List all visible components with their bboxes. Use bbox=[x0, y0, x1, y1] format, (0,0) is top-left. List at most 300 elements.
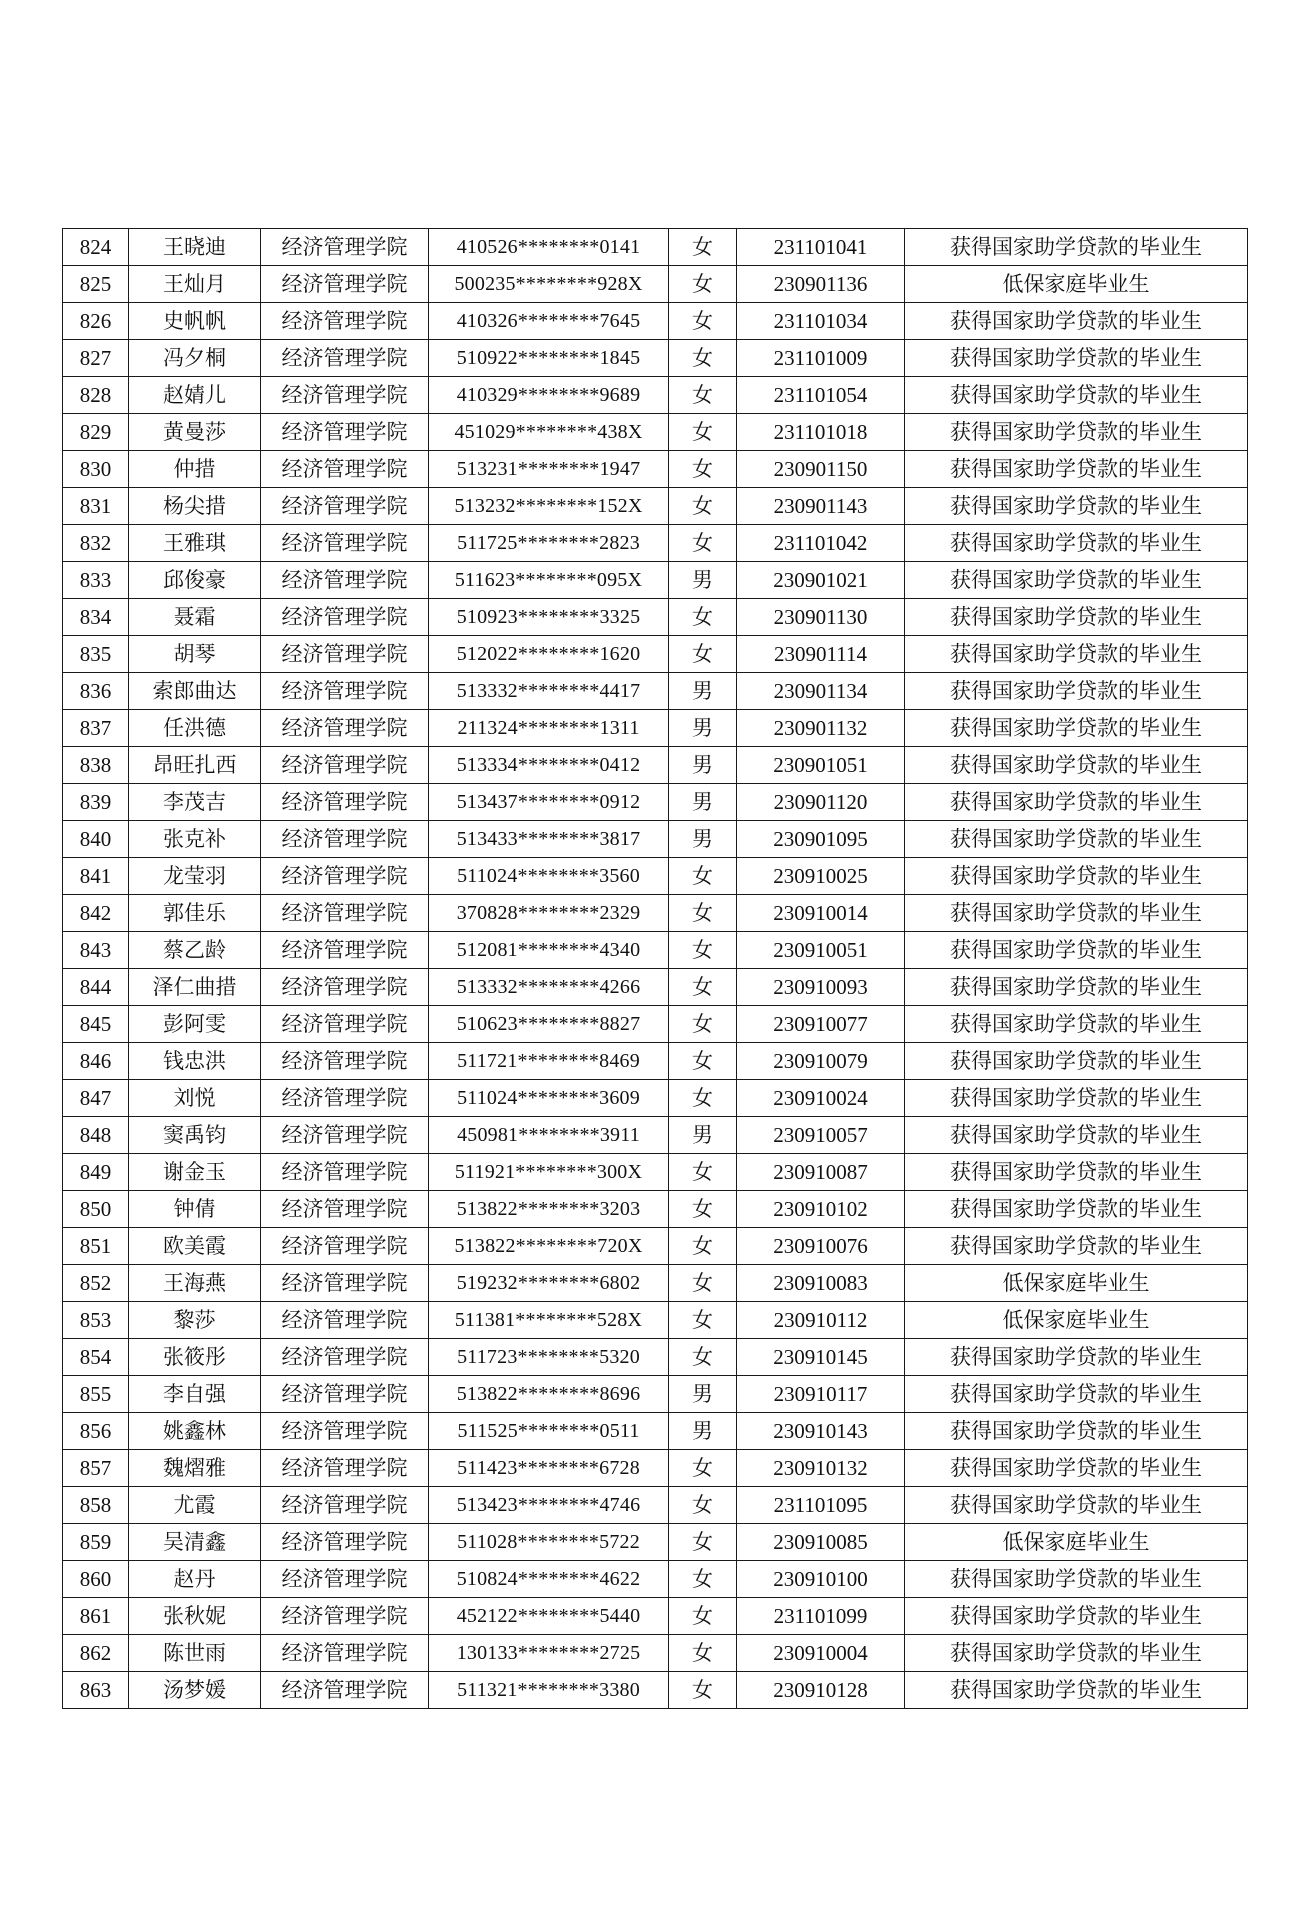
id-number-cell: 370828********2329 bbox=[429, 895, 669, 932]
college-cell: 经济管理学院 bbox=[261, 451, 429, 488]
college-cell: 经济管理学院 bbox=[261, 1524, 429, 1561]
category-cell: 获得国家助学贷款的毕业生 bbox=[905, 673, 1248, 710]
student-id-cell: 231101041 bbox=[737, 229, 905, 266]
name-cell: 聂霜 bbox=[129, 599, 261, 636]
table-row bbox=[63, 340, 1248, 377]
category-cell: 获得国家助学贷款的毕业生 bbox=[905, 229, 1248, 266]
student-id-cell: 230901134 bbox=[737, 673, 905, 710]
category-cell: 获得国家助学贷款的毕业生 bbox=[905, 1413, 1248, 1450]
student-id-cell: 231101034 bbox=[737, 303, 905, 340]
row-number-cell: 829 bbox=[63, 414, 129, 451]
student-id-cell: 230901120 bbox=[737, 784, 905, 821]
college-cell: 经济管理学院 bbox=[261, 1006, 429, 1043]
row-number-cell: 828 bbox=[63, 377, 129, 414]
gender-cell: 女 bbox=[669, 1487, 737, 1524]
college-cell: 经济管理学院 bbox=[261, 784, 429, 821]
table-row bbox=[63, 1043, 1248, 1080]
name-cell: 任洪德 bbox=[129, 710, 261, 747]
table-row bbox=[63, 414, 1248, 451]
gender-cell: 男 bbox=[669, 1117, 737, 1154]
gender-cell: 女 bbox=[669, 414, 737, 451]
student-id-cell: 230910025 bbox=[737, 858, 905, 895]
id-number-cell: 452122********5440 bbox=[429, 1598, 669, 1635]
college-cell: 经济管理学院 bbox=[261, 969, 429, 1006]
category-cell: 低保家庭毕业生 bbox=[905, 1524, 1248, 1561]
name-cell: 王晓迪 bbox=[129, 229, 261, 266]
row-number-cell: 847 bbox=[63, 1080, 129, 1117]
student-id-cell: 230901132 bbox=[737, 710, 905, 747]
gender-cell: 女 bbox=[669, 1043, 737, 1080]
college-cell: 经济管理学院 bbox=[261, 1228, 429, 1265]
row-number-cell: 844 bbox=[63, 969, 129, 1006]
category-cell: 获得国家助学贷款的毕业生 bbox=[905, 747, 1248, 784]
gender-cell: 女 bbox=[669, 858, 737, 895]
name-cell: 张秋妮 bbox=[129, 1598, 261, 1635]
row-number-cell: 835 bbox=[63, 636, 129, 673]
category-cell: 获得国家助学贷款的毕业生 bbox=[905, 340, 1248, 377]
category-cell: 获得国家助学贷款的毕业生 bbox=[905, 414, 1248, 451]
name-cell: 龙莹羽 bbox=[129, 858, 261, 895]
row-number-cell: 840 bbox=[63, 821, 129, 858]
college-cell: 经济管理学院 bbox=[261, 1598, 429, 1635]
gender-cell: 女 bbox=[669, 1339, 737, 1376]
row-number-cell: 841 bbox=[63, 858, 129, 895]
student-id-cell: 230901150 bbox=[737, 451, 905, 488]
name-cell: 郭佳乐 bbox=[129, 895, 261, 932]
student-id-cell: 230910024 bbox=[737, 1080, 905, 1117]
row-number-cell: 832 bbox=[63, 525, 129, 562]
student-id-cell: 230910051 bbox=[737, 932, 905, 969]
table-row bbox=[63, 1598, 1248, 1635]
gender-cell: 男 bbox=[669, 1413, 737, 1450]
gender-cell: 女 bbox=[669, 636, 737, 673]
name-cell: 彭阿雯 bbox=[129, 1006, 261, 1043]
gender-cell: 女 bbox=[669, 1228, 737, 1265]
gender-cell: 女 bbox=[669, 1524, 737, 1561]
student-id-cell: 230910093 bbox=[737, 969, 905, 1006]
name-cell: 王雅琪 bbox=[129, 525, 261, 562]
gender-cell: 女 bbox=[669, 1635, 737, 1672]
id-number-cell: 512081********4340 bbox=[429, 932, 669, 969]
college-cell: 经济管理学院 bbox=[261, 1672, 429, 1709]
college-cell: 经济管理学院 bbox=[261, 636, 429, 673]
college-cell: 经济管理学院 bbox=[261, 673, 429, 710]
gender-cell: 女 bbox=[669, 1302, 737, 1339]
row-number-cell: 836 bbox=[63, 673, 129, 710]
category-cell: 获得国家助学贷款的毕业生 bbox=[905, 1561, 1248, 1598]
table-row bbox=[63, 1228, 1248, 1265]
id-number-cell: 130133********2725 bbox=[429, 1635, 669, 1672]
table-row bbox=[63, 821, 1248, 858]
category-cell: 获得国家助学贷款的毕业生 bbox=[905, 932, 1248, 969]
row-number-cell: 837 bbox=[63, 710, 129, 747]
table-row bbox=[63, 1006, 1248, 1043]
college-cell: 经济管理学院 bbox=[261, 858, 429, 895]
id-number-cell: 510623********8827 bbox=[429, 1006, 669, 1043]
table-row bbox=[63, 1080, 1248, 1117]
student-id-cell: 230910014 bbox=[737, 895, 905, 932]
college-cell: 经济管理学院 bbox=[261, 1376, 429, 1413]
name-cell: 张克补 bbox=[129, 821, 261, 858]
name-cell: 刘悦 bbox=[129, 1080, 261, 1117]
row-number-cell: 862 bbox=[63, 1635, 129, 1672]
table-row bbox=[63, 747, 1248, 784]
row-number-cell: 845 bbox=[63, 1006, 129, 1043]
id-number-cell: 511721********8469 bbox=[429, 1043, 669, 1080]
table-row bbox=[63, 266, 1248, 303]
id-number-cell: 410526********0141 bbox=[429, 229, 669, 266]
id-number-cell: 513232********152X bbox=[429, 488, 669, 525]
row-number-cell: 825 bbox=[63, 266, 129, 303]
table-row bbox=[63, 1191, 1248, 1228]
id-number-cell: 510824********4622 bbox=[429, 1561, 669, 1598]
category-cell: 获得国家助学贷款的毕业生 bbox=[905, 451, 1248, 488]
name-cell: 姚鑫林 bbox=[129, 1413, 261, 1450]
gender-cell: 女 bbox=[669, 1154, 737, 1191]
id-number-cell: 512022********1620 bbox=[429, 636, 669, 673]
id-number-cell: 451029********438X bbox=[429, 414, 669, 451]
id-number-cell: 511381********528X bbox=[429, 1302, 669, 1339]
student-id-cell: 230910076 bbox=[737, 1228, 905, 1265]
table-row bbox=[63, 784, 1248, 821]
category-cell: 获得国家助学贷款的毕业生 bbox=[905, 784, 1248, 821]
id-number-cell: 513822********720X bbox=[429, 1228, 669, 1265]
college-cell: 经济管理学院 bbox=[261, 1154, 429, 1191]
college-cell: 经济管理学院 bbox=[261, 1450, 429, 1487]
table-row bbox=[63, 969, 1248, 1006]
row-number-cell: 843 bbox=[63, 932, 129, 969]
student-id-cell: 230910143 bbox=[737, 1413, 905, 1450]
table-body bbox=[63, 229, 1248, 1709]
category-cell: 获得国家助学贷款的毕业生 bbox=[905, 895, 1248, 932]
table-row bbox=[63, 1561, 1248, 1598]
gender-cell: 女 bbox=[669, 1265, 737, 1302]
id-number-cell: 513822********3203 bbox=[429, 1191, 669, 1228]
college-cell: 经济管理学院 bbox=[261, 932, 429, 969]
row-number-cell: 834 bbox=[63, 599, 129, 636]
category-cell: 获得国家助学贷款的毕业生 bbox=[905, 525, 1248, 562]
college-cell: 经济管理学院 bbox=[261, 1339, 429, 1376]
college-cell: 经济管理学院 bbox=[261, 303, 429, 340]
row-number-cell: 824 bbox=[63, 229, 129, 266]
row-number-cell: 831 bbox=[63, 488, 129, 525]
name-cell: 赵婧儿 bbox=[129, 377, 261, 414]
college-cell: 经济管理学院 bbox=[261, 377, 429, 414]
id-number-cell: 513231********1947 bbox=[429, 451, 669, 488]
gender-cell: 男 bbox=[669, 562, 737, 599]
name-cell: 昂旺扎西 bbox=[129, 747, 261, 784]
category-cell: 获得国家助学贷款的毕业生 bbox=[905, 1117, 1248, 1154]
college-cell: 经济管理学院 bbox=[261, 747, 429, 784]
college-cell: 经济管理学院 bbox=[261, 1487, 429, 1524]
row-number-cell: 830 bbox=[63, 451, 129, 488]
gender-cell: 女 bbox=[669, 1080, 737, 1117]
college-cell: 经济管理学院 bbox=[261, 229, 429, 266]
id-number-cell: 511725********2823 bbox=[429, 525, 669, 562]
row-number-cell: 852 bbox=[63, 1265, 129, 1302]
id-number-cell: 513423********4746 bbox=[429, 1487, 669, 1524]
graduate-list-table bbox=[62, 228, 1248, 1709]
gender-cell: 女 bbox=[669, 377, 737, 414]
student-id-cell: 231101099 bbox=[737, 1598, 905, 1635]
category-cell: 获得国家助学贷款的毕业生 bbox=[905, 1672, 1248, 1709]
student-id-cell: 230910057 bbox=[737, 1117, 905, 1154]
gender-cell: 女 bbox=[669, 895, 737, 932]
college-cell: 经济管理学院 bbox=[261, 1413, 429, 1450]
name-cell: 吴清鑫 bbox=[129, 1524, 261, 1561]
name-cell: 尤霞 bbox=[129, 1487, 261, 1524]
id-number-cell: 511423********6728 bbox=[429, 1450, 669, 1487]
gender-cell: 男 bbox=[669, 1376, 737, 1413]
id-number-cell: 511921********300X bbox=[429, 1154, 669, 1191]
student-id-cell: 231101042 bbox=[737, 525, 905, 562]
name-cell: 泽仁曲措 bbox=[129, 969, 261, 1006]
row-number-cell: 854 bbox=[63, 1339, 129, 1376]
table-row bbox=[63, 710, 1248, 747]
student-id-cell: 230901143 bbox=[737, 488, 905, 525]
name-cell: 史帆帆 bbox=[129, 303, 261, 340]
college-cell: 经济管理学院 bbox=[261, 1561, 429, 1598]
category-cell: 获得国家助学贷款的毕业生 bbox=[905, 377, 1248, 414]
id-number-cell: 513334********0412 bbox=[429, 747, 669, 784]
id-number-cell: 513433********3817 bbox=[429, 821, 669, 858]
row-number-cell: 858 bbox=[63, 1487, 129, 1524]
student-id-cell: 230901095 bbox=[737, 821, 905, 858]
name-cell: 王灿月 bbox=[129, 266, 261, 303]
student-id-cell: 231101009 bbox=[737, 340, 905, 377]
category-cell: 获得国家助学贷款的毕业生 bbox=[905, 562, 1248, 599]
category-cell: 获得国家助学贷款的毕业生 bbox=[905, 1006, 1248, 1043]
row-number-cell: 853 bbox=[63, 1302, 129, 1339]
category-cell: 获得国家助学贷款的毕业生 bbox=[905, 710, 1248, 747]
student-id-cell: 230901114 bbox=[737, 636, 905, 673]
id-number-cell: 511024********3609 bbox=[429, 1080, 669, 1117]
row-number-cell: 833 bbox=[63, 562, 129, 599]
table-row bbox=[63, 377, 1248, 414]
gender-cell: 女 bbox=[669, 266, 737, 303]
row-number-cell: 826 bbox=[63, 303, 129, 340]
id-number-cell: 511623********095X bbox=[429, 562, 669, 599]
student-id-cell: 230910085 bbox=[737, 1524, 905, 1561]
name-cell: 谢金玉 bbox=[129, 1154, 261, 1191]
id-number-cell: 511525********0511 bbox=[429, 1413, 669, 1450]
id-number-cell: 511024********3560 bbox=[429, 858, 669, 895]
gender-cell: 女 bbox=[669, 1672, 737, 1709]
gender-cell: 女 bbox=[669, 932, 737, 969]
student-id-cell: 230901051 bbox=[737, 747, 905, 784]
row-number-cell: 855 bbox=[63, 1376, 129, 1413]
student-id-cell: 230910083 bbox=[737, 1265, 905, 1302]
category-cell: 低保家庭毕业生 bbox=[905, 1265, 1248, 1302]
name-cell: 陈世雨 bbox=[129, 1635, 261, 1672]
gender-cell: 女 bbox=[669, 303, 737, 340]
college-cell: 经济管理学院 bbox=[261, 1117, 429, 1154]
student-id-cell: 230901021 bbox=[737, 562, 905, 599]
category-cell: 获得国家助学贷款的毕业生 bbox=[905, 1598, 1248, 1635]
student-id-cell: 230901130 bbox=[737, 599, 905, 636]
category-cell: 获得国家助学贷款的毕业生 bbox=[905, 969, 1248, 1006]
id-number-cell: 211324********1311 bbox=[429, 710, 669, 747]
name-cell: 胡琴 bbox=[129, 636, 261, 673]
name-cell: 汤梦媛 bbox=[129, 1672, 261, 1709]
name-cell: 蔡乙龄 bbox=[129, 932, 261, 969]
id-number-cell: 513437********0912 bbox=[429, 784, 669, 821]
row-number-cell: 859 bbox=[63, 1524, 129, 1561]
college-cell: 经济管理学院 bbox=[261, 599, 429, 636]
college-cell: 经济管理学院 bbox=[261, 1043, 429, 1080]
category-cell: 获得国家助学贷款的毕业生 bbox=[905, 1450, 1248, 1487]
row-number-cell: 849 bbox=[63, 1154, 129, 1191]
table-row bbox=[63, 451, 1248, 488]
name-cell: 仲措 bbox=[129, 451, 261, 488]
row-number-cell: 846 bbox=[63, 1043, 129, 1080]
category-cell: 低保家庭毕业生 bbox=[905, 1302, 1248, 1339]
category-cell: 获得国家助学贷款的毕业生 bbox=[905, 599, 1248, 636]
name-cell: 邱俊豪 bbox=[129, 562, 261, 599]
category-cell: 获得国家助学贷款的毕业生 bbox=[905, 303, 1248, 340]
student-id-cell: 231101018 bbox=[737, 414, 905, 451]
id-number-cell: 511321********3380 bbox=[429, 1672, 669, 1709]
gender-cell: 女 bbox=[669, 525, 737, 562]
gender-cell: 女 bbox=[669, 599, 737, 636]
gender-cell: 男 bbox=[669, 747, 737, 784]
id-number-cell: 513332********4266 bbox=[429, 969, 669, 1006]
table-row bbox=[63, 673, 1248, 710]
college-cell: 经济管理学院 bbox=[261, 414, 429, 451]
table-row bbox=[63, 1339, 1248, 1376]
id-number-cell: 450981********3911 bbox=[429, 1117, 669, 1154]
name-cell: 李自强 bbox=[129, 1376, 261, 1413]
table-row bbox=[63, 488, 1248, 525]
id-number-cell: 511723********5320 bbox=[429, 1339, 669, 1376]
id-number-cell: 511028********5722 bbox=[429, 1524, 669, 1561]
id-number-cell: 513822********8696 bbox=[429, 1376, 669, 1413]
gender-cell: 女 bbox=[669, 488, 737, 525]
name-cell: 李茂吉 bbox=[129, 784, 261, 821]
college-cell: 经济管理学院 bbox=[261, 710, 429, 747]
gender-cell: 男 bbox=[669, 710, 737, 747]
name-cell: 黎莎 bbox=[129, 1302, 261, 1339]
category-cell: 获得国家助学贷款的毕业生 bbox=[905, 636, 1248, 673]
row-number-cell: 838 bbox=[63, 747, 129, 784]
id-number-cell: 410329********9689 bbox=[429, 377, 669, 414]
student-id-cell: 230910128 bbox=[737, 1672, 905, 1709]
row-number-cell: 857 bbox=[63, 1450, 129, 1487]
table-row bbox=[63, 1672, 1248, 1709]
table-row bbox=[63, 1154, 1248, 1191]
student-id-cell: 230910077 bbox=[737, 1006, 905, 1043]
student-id-cell: 230910117 bbox=[737, 1376, 905, 1413]
table-row bbox=[63, 1487, 1248, 1524]
id-number-cell: 500235********928X bbox=[429, 266, 669, 303]
table-row bbox=[63, 895, 1248, 932]
name-cell: 魏熠雅 bbox=[129, 1450, 261, 1487]
category-cell: 获得国家助学贷款的毕业生 bbox=[905, 858, 1248, 895]
gender-cell: 女 bbox=[669, 1006, 737, 1043]
id-number-cell: 519232********6802 bbox=[429, 1265, 669, 1302]
table-row bbox=[63, 636, 1248, 673]
gender-cell: 女 bbox=[669, 1561, 737, 1598]
category-cell: 获得国家助学贷款的毕业生 bbox=[905, 1191, 1248, 1228]
row-number-cell: 839 bbox=[63, 784, 129, 821]
row-number-cell: 860 bbox=[63, 1561, 129, 1598]
table-row bbox=[63, 1635, 1248, 1672]
id-number-cell: 510922********1845 bbox=[429, 340, 669, 377]
category-cell: 获得国家助学贷款的毕业生 bbox=[905, 1339, 1248, 1376]
student-id-cell: 230910132 bbox=[737, 1450, 905, 1487]
name-cell: 张筱彤 bbox=[129, 1339, 261, 1376]
row-number-cell: 856 bbox=[63, 1413, 129, 1450]
id-number-cell: 513332********4417 bbox=[429, 673, 669, 710]
name-cell: 赵丹 bbox=[129, 1561, 261, 1598]
name-cell: 冯夕桐 bbox=[129, 340, 261, 377]
category-cell: 低保家庭毕业生 bbox=[905, 266, 1248, 303]
college-cell: 经济管理学院 bbox=[261, 525, 429, 562]
row-number-cell: 842 bbox=[63, 895, 129, 932]
gender-cell: 女 bbox=[669, 969, 737, 1006]
college-cell: 经济管理学院 bbox=[261, 1080, 429, 1117]
college-cell: 经济管理学院 bbox=[261, 1635, 429, 1672]
college-cell: 经济管理学院 bbox=[261, 821, 429, 858]
college-cell: 经济管理学院 bbox=[261, 1265, 429, 1302]
gender-cell: 男 bbox=[669, 784, 737, 821]
gender-cell: 女 bbox=[669, 451, 737, 488]
row-number-cell: 827 bbox=[63, 340, 129, 377]
table-row bbox=[63, 932, 1248, 969]
id-number-cell: 510923********3325 bbox=[429, 599, 669, 636]
table-row bbox=[63, 229, 1248, 266]
table-row bbox=[63, 1413, 1248, 1450]
gender-cell: 女 bbox=[669, 1598, 737, 1635]
category-cell: 获得国家助学贷款的毕业生 bbox=[905, 1376, 1248, 1413]
college-cell: 经济管理学院 bbox=[261, 488, 429, 525]
table-row bbox=[63, 599, 1248, 636]
gender-cell: 女 bbox=[669, 229, 737, 266]
table-row bbox=[63, 858, 1248, 895]
name-cell: 钱忠洪 bbox=[129, 1043, 261, 1080]
student-id-cell: 230910100 bbox=[737, 1561, 905, 1598]
gender-cell: 女 bbox=[669, 1191, 737, 1228]
table-row bbox=[63, 525, 1248, 562]
category-cell: 获得国家助学贷款的毕业生 bbox=[905, 488, 1248, 525]
table-row bbox=[63, 1524, 1248, 1561]
student-id-cell: 230910102 bbox=[737, 1191, 905, 1228]
student-id-cell: 230910087 bbox=[737, 1154, 905, 1191]
name-cell: 欧美霞 bbox=[129, 1228, 261, 1265]
table-row bbox=[63, 1450, 1248, 1487]
table-row bbox=[63, 1265, 1248, 1302]
student-id-cell: 230910004 bbox=[737, 1635, 905, 1672]
category-cell: 获得国家助学贷款的毕业生 bbox=[905, 1154, 1248, 1191]
college-cell: 经济管理学院 bbox=[261, 1302, 429, 1339]
student-id-cell: 231101095 bbox=[737, 1487, 905, 1524]
table-row bbox=[63, 303, 1248, 340]
name-cell: 钟倩 bbox=[129, 1191, 261, 1228]
table-row bbox=[63, 1302, 1248, 1339]
gender-cell: 男 bbox=[669, 821, 737, 858]
gender-cell: 女 bbox=[669, 340, 737, 377]
category-cell: 获得国家助学贷款的毕业生 bbox=[905, 1487, 1248, 1524]
student-id-cell: 230901136 bbox=[737, 266, 905, 303]
category-cell: 获得国家助学贷款的毕业生 bbox=[905, 1228, 1248, 1265]
category-cell: 获得国家助学贷款的毕业生 bbox=[905, 1080, 1248, 1117]
category-cell: 获得国家助学贷款的毕业生 bbox=[905, 1043, 1248, 1080]
gender-cell: 男 bbox=[669, 673, 737, 710]
college-cell: 经济管理学院 bbox=[261, 1191, 429, 1228]
college-cell: 经济管理学院 bbox=[261, 562, 429, 599]
category-cell: 获得国家助学贷款的毕业生 bbox=[905, 821, 1248, 858]
student-id-cell: 231101054 bbox=[737, 377, 905, 414]
